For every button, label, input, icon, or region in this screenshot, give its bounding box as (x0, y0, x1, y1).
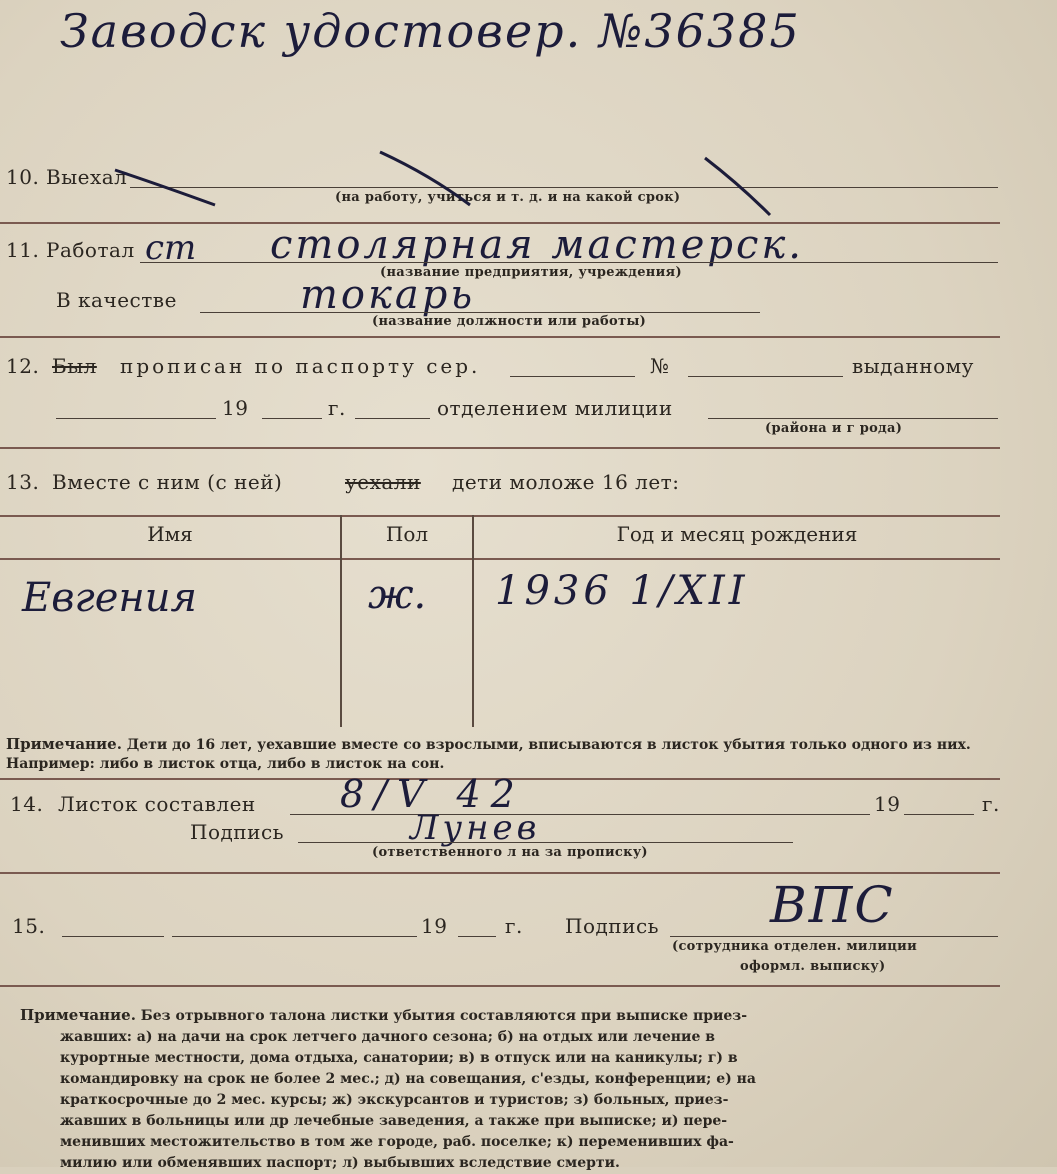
table-col-divider-2 (472, 515, 474, 727)
footer-note-line-7: менивших местожительство в том же городе, раб. поселке; к) переменивших фа- (60, 1134, 734, 1150)
s12-num: 12. (6, 354, 40, 378)
s13-note (6, 735, 1001, 774)
s14-sign-line (298, 842, 793, 843)
s12-series-line (510, 376, 635, 377)
s14-year-line (904, 814, 974, 815)
s12-year-prefix: 19 (222, 396, 249, 420)
s12-struck: Был (52, 354, 97, 378)
s14-sign-handwritten: Лунев (410, 808, 541, 848)
s15-day-line (62, 936, 164, 937)
s12-by: отделением милиции (437, 396, 673, 420)
s14-date-handwritten: 8/V 42 (340, 772, 525, 816)
s15-sign-label: Подпись (565, 914, 660, 938)
s12-year-line (262, 418, 322, 419)
s15-year-suffix: г. (505, 914, 523, 938)
s14-sign-label: Подпись (190, 820, 285, 844)
footer-note-line-8: милию или обменявших паспорт; л) выбывших вследствие смерти. (60, 1155, 620, 1171)
s14-label: Листок составлен (58, 792, 256, 816)
s11-role-handwritten: токарь (300, 272, 476, 318)
s14-num: 14. (10, 792, 44, 816)
s11-role-line (200, 312, 760, 313)
s13-label-b: дети моложе 16 лет: (452, 470, 680, 494)
s11-role-label: В качестве (56, 288, 177, 312)
table-header-rule (0, 558, 1000, 560)
footer-note-line-1 (20, 1005, 1005, 1027)
s11-label: Работал (46, 238, 135, 262)
header-handwritten: Заводск удостовер. №36385 (60, 4, 801, 58)
table-row-birth: 1936 1/XII (495, 568, 749, 614)
s14-year-suffix: г. (982, 792, 1000, 816)
s11-hint: (название предприятия, учреждения) (380, 265, 682, 280)
s12-day-line (355, 418, 430, 419)
s15-sign-line (670, 936, 998, 937)
s10-hint: (на работу, учиться и т. д. и на какой срок) (335, 190, 681, 205)
s12-date-line (56, 418, 216, 419)
s11-line (140, 262, 998, 263)
s11-handwritten: столярная мастерск. (270, 222, 804, 268)
table-top-rule (0, 515, 1000, 517)
s12-year-suffix: г. (328, 396, 346, 420)
s12-by-line (708, 418, 998, 419)
footer-note-line-4: командировку на срок не более 2 мес.; д) на совещания, с'езды, конференции; е) на (60, 1071, 756, 1087)
table-header-birth: Год и месяц рождения (616, 522, 858, 546)
s11-num: 11. (6, 238, 40, 262)
s14-date-line (290, 814, 870, 815)
s15-year-prefix: 19 (421, 914, 448, 938)
table-row-sex: ж. (368, 572, 427, 618)
s15-hint-1: (сотрудника отделен. милиции (672, 939, 918, 954)
s15-sign-handwritten: ВПС (770, 876, 895, 934)
s15-month-line (172, 936, 417, 937)
s15-num: 15. (12, 914, 46, 938)
rule-3 (0, 447, 1000, 449)
table-row-name: Евгения (22, 575, 197, 621)
s12-no-label: № (650, 354, 670, 378)
footer-note-line-2: жавших: а) на дачи на срок летчего дачного сезона; б) на отдых или лечение в (60, 1029, 715, 1045)
s10-num: 10. (6, 165, 40, 189)
s13-note-text: Дети до 16 лет, уехавшие вместе со взрослыми, вписываются в листок убытия только одного из них. Например: либо в листок отца, либо в листок на сон. (6, 737, 971, 772)
rule-5 (0, 872, 1000, 874)
s11-role-hint: (название должности или работы) (372, 314, 647, 329)
s12-issued: выданному (852, 354, 974, 378)
s12-no-line (688, 376, 843, 377)
table-col-divider-1 (340, 515, 342, 727)
s14-sign-hint: (ответственного л на за прописку) (372, 845, 648, 860)
footer-note (20, 1005, 1005, 1174)
s12-label: прописан по паспорту сер. (120, 354, 481, 378)
s15-year-line (458, 936, 496, 937)
footer-note-line-6: жавших в больницы или др лечебные заведения, а также при выписке; и) пере- (60, 1113, 728, 1129)
rule-2 (0, 336, 1000, 338)
s13-num: 13. (6, 470, 40, 494)
s13-note-label: Примечание. (6, 735, 122, 753)
footer-note-text-1: Без отрывного талона листки убытия составляются при выписке приез- (140, 1008, 748, 1024)
s10-strike-marks (0, 0, 1057, 230)
s11-handwritten-prefix: ст (145, 228, 197, 268)
s13-label-a: Вместе с ним (с ней) (52, 470, 283, 494)
s14-year-prefix: 19 (874, 792, 901, 816)
table-header-name: Имя (147, 522, 193, 546)
footer-note-label: Примечание. (20, 1006, 136, 1024)
s15-hint-2: оформл. выписку) (740, 959, 886, 974)
s12-hint: (района и г рода) (765, 421, 903, 436)
s10-label: Выехал (46, 165, 128, 189)
footer-note-line-5: краткосрочные до 2 мес. курсы; ж) экскурсантов и туристов; з) больных, приез- (60, 1092, 729, 1108)
s13-struck: уехали (345, 470, 421, 494)
table-header-sex: Пол (385, 522, 429, 546)
footer-note-line-3: курортные местности, дома отдыха, санатории; в) в отпуск или на каникулы; г) в (60, 1050, 738, 1066)
rule-6 (0, 985, 1000, 987)
